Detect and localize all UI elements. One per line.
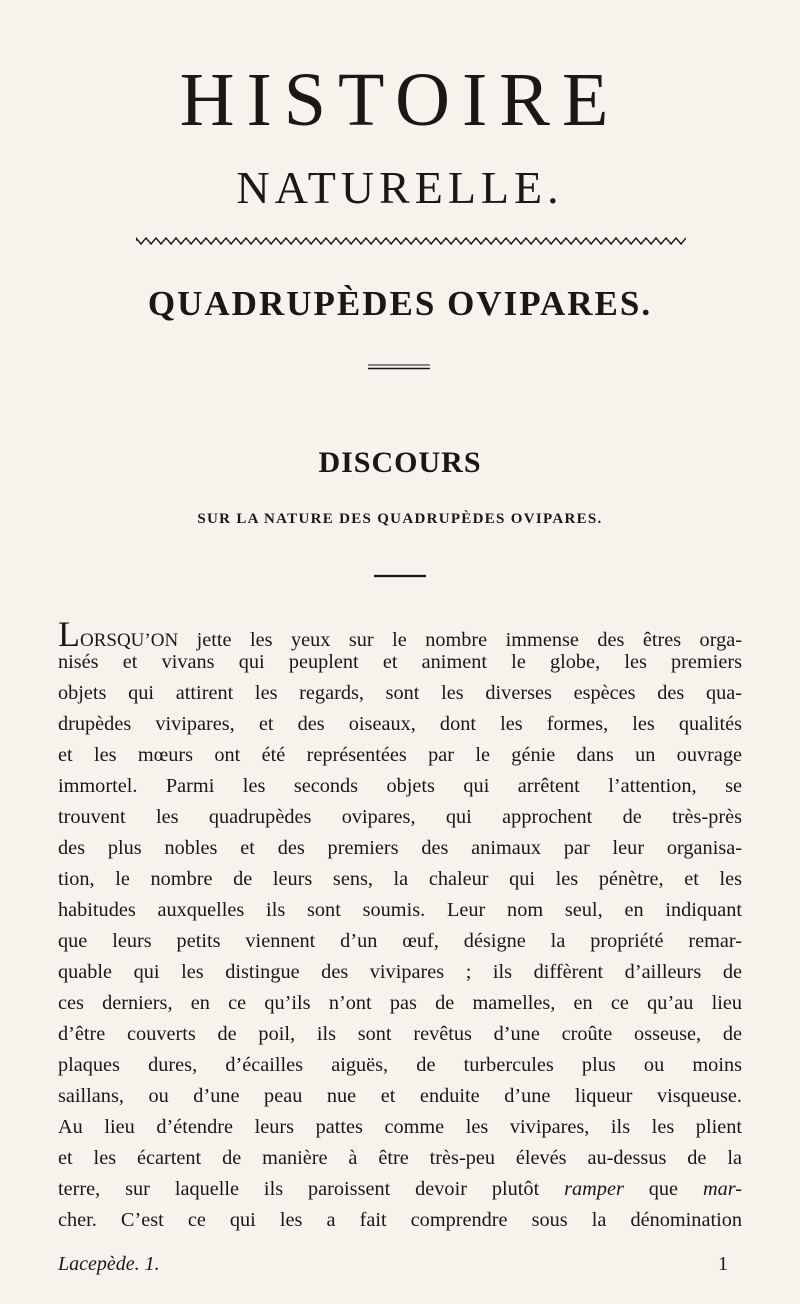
text-line: et les mœurs ont été représentées par le génie dans un ouvrage — [58, 744, 742, 766]
short-rule-divider — [374, 574, 426, 578]
text-line: cher. C’est ce qui les a fait comprendre sous la dénomination — [58, 1209, 742, 1231]
text-line: immortel. Parmi les seconds objets qui arrêtent l’attention, se — [58, 775, 742, 797]
double-rule-divider — [368, 364, 430, 370]
drop-cap-letter: L — [58, 614, 80, 654]
text-line: drupèdes vivipares, et des oiseaux, dont les formes, les qualités — [58, 713, 742, 735]
page-number: 1 — [718, 1253, 728, 1275]
text-line: saillans, ou d’une peau nue et enduite d’une liqueur visqueuse. — [58, 1085, 742, 1107]
text-line: ces derniers, en ce qu’ils n’ont pas de mamelles, en ce qu’au lieu — [58, 992, 742, 1014]
italic-ramper: ramper — [564, 1178, 624, 1200]
text-segment: terre, sur laquelle ils paroissent devoir plutôt — [58, 1178, 540, 1200]
section-title: QUADRUPÈDES OVIPARES. — [147, 284, 653, 323]
main-title: HISTOIRE — [179, 58, 621, 142]
text-line: Au lieu d’étendre leurs pattes comme les vivipares, ils les plient — [58, 1116, 742, 1138]
ornamental-wave-rule — [136, 236, 686, 246]
text-line: jette les yeux sur le nombre immense des êtres orga- — [178, 629, 742, 651]
italic-marcher: mar- — [702, 1178, 742, 1200]
first-word-smallcaps: ORSQU’ON — [80, 630, 179, 651]
discours-title: DISCOURS — [318, 446, 482, 479]
text-line: quable qui les distingue des vivipares ; ils diffèrent d’ailleurs de — [58, 961, 742, 983]
text-line-ramper — [58, 1174, 742, 1205]
discours-subtitle: SUR LA NATURE DES QUADRUPÈDES OVIPARES. — [197, 511, 603, 527]
text-line: d’être couverts de poil, ils sont revêtus d’une croûte osseuse, de — [58, 1023, 742, 1045]
text-line: des plus nobles et des premiers des animaux par leur organisa- — [58, 837, 742, 859]
text-line: et les écartent de manière à être très-peu élevés au-dessus de la — [58, 1147, 742, 1169]
text-line: habitudes auxquelles ils sont soumis. Leur nom seul, en indiquant — [58, 899, 742, 921]
text-line: tion, le nombre de leurs sens, la chaleur qui les pénètre, et les — [58, 868, 742, 890]
body-paragraph — [58, 616, 742, 1236]
text-line: objets qui attirent les regards, sont les diverses espèces des qua- — [58, 682, 742, 704]
text-line: nisés et vivans qui peuplent et animent le globe, les premiers — [58, 651, 742, 673]
page-footer — [58, 1253, 742, 1279]
text-segment-que: que — [623, 1178, 703, 1200]
text-line: trouvent les quadrupèdes ovipares, qui approchent de très-près — [58, 806, 742, 828]
text-line: plaques dures, d’écailles aiguës, de turbercules plus ou moins — [58, 1054, 742, 1076]
text-line-1 — [58, 614, 742, 654]
main-subtitle: NATURELLE. — [236, 162, 564, 213]
signature-mark: Lacepède. 1. — [58, 1253, 160, 1275]
text-line: que leurs petits viennent d’un œuf, désigne la propriété remar- — [58, 930, 742, 952]
